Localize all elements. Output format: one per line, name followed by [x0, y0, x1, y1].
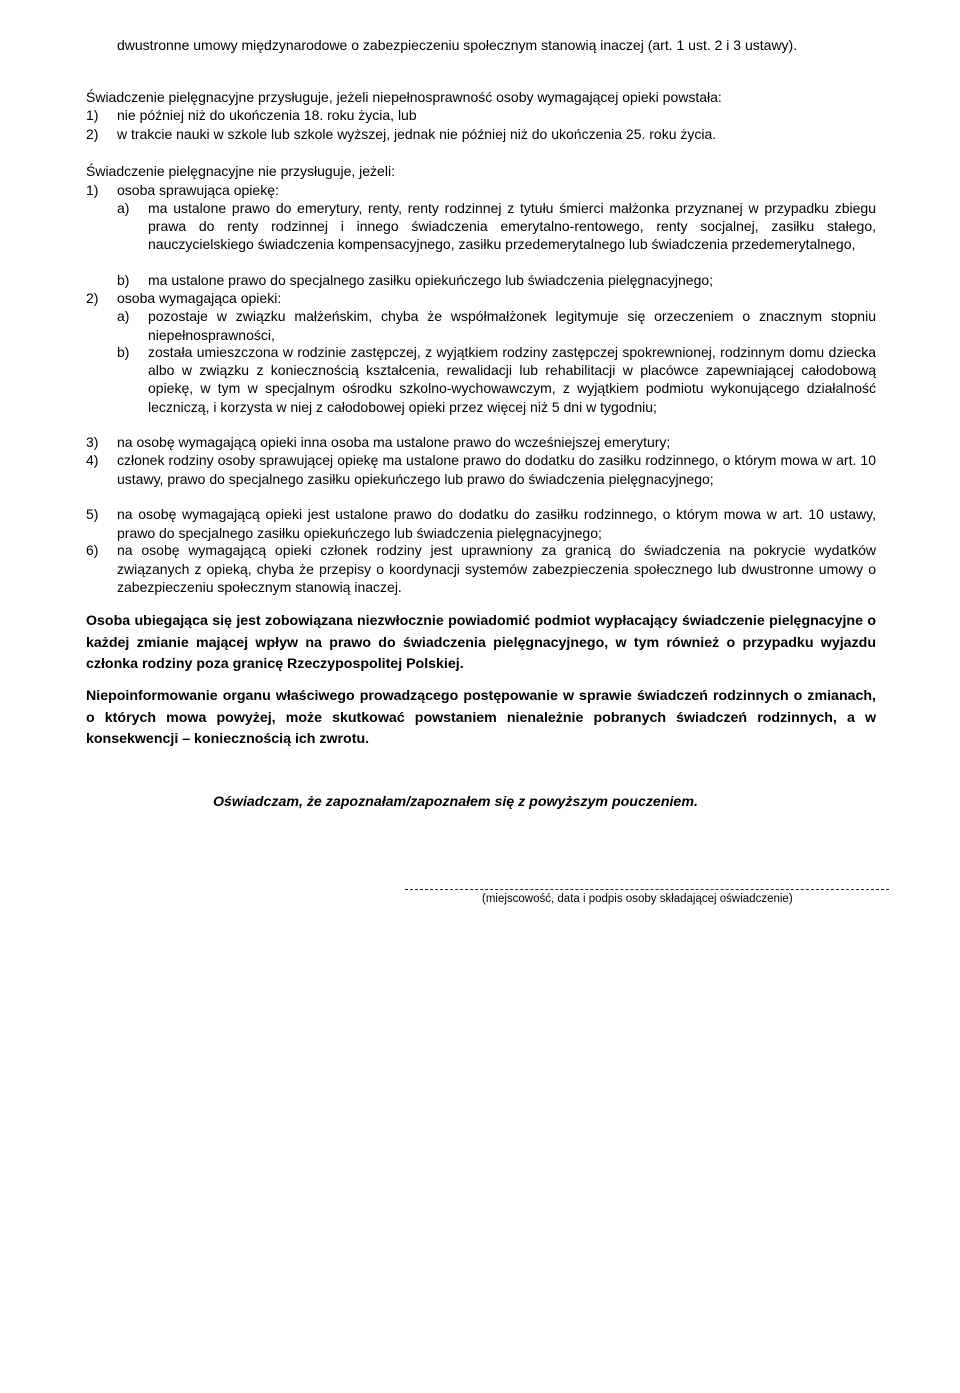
exclusion-subitem [117, 307, 876, 344]
eligibility-item [86, 125, 886, 144]
item-number: 1) [86, 182, 99, 198]
item-number: a) [117, 308, 130, 324]
item-text: ma ustalone prawo do emerytury, renty, renty rodzinnej z tytułu śmierci małżonka przyznanej w przypadku zbiegu prawa do renty rodzinnej i innego świadczenia emerytalno-rentowego, renty socjalnej, zasiłku stałego, nauczycielskiego świadczenia kompensacyjnego, zasiłku przedemerytalnego lub świadczenia przedemerytalnego, [148, 200, 876, 253]
item-number: 3) [86, 434, 99, 450]
item-text: została umieszczona w rodzinie zastępczej, z wyjątkiem rodziny zastępczej spokrewnionej, rodzinnym domu dziecka albo w związku z koniecznością kształcenia, rewalidacji lub rehabilitacji w placówce zapewniającej całodobową opiekę, w tym w specjalnym ośrodku szkolno-wychowawczym, z wyjątkiem podmiotu wykonującego działalność leczniczą, i korzysta w niej z całodobowej opieki przez więcej niż 5 dni w tygodniu; [148, 344, 876, 415]
item-text: ma ustalone prawo do specjalnego zasiłku opiekuńczego lub świadczenia pielęgnacyjnego; [148, 272, 714, 288]
exclusion-item [86, 451, 876, 488]
signature-caption: (miejscowość, data i podpis osoby składającej oświadczenie) [482, 893, 793, 905]
exclusions-lead: Świadczenie pielęgnacyjne nie przysługuje, jeżeli: [86, 163, 395, 179]
item-text: osoba sprawująca opiekę: [117, 182, 279, 198]
exclusion-subitem [117, 199, 876, 254]
notice-change-obligation: Osoba ubiegająca się jest zobowiązana niezwłocznie powiadomić podmiot wypłacający świadczenie pielęgnacyjne o każdej zmianie mającej wpływ na prawo do świadczenia pielęgnacyjnego, w tym również o przypadku wyjazdu członka rodziny poza granicę Rzeczypospolitej Polskiej. [86, 613, 876, 672]
eligibility-lead: Świadczenie pielęgnacyjne przysługuje, jeżeli niepełnosprawność osoby wymagającej opieki powstała: [86, 89, 722, 105]
item-number: b) [117, 344, 130, 360]
item-number: b) [117, 272, 130, 288]
exclusion-item [86, 181, 876, 200]
exclusion-item [86, 289, 876, 308]
item-text: na osobę wymagającą opieki jest ustalone prawo do dodatku do zasiłku rodzinnego, o którym mowa w art. 10 ustawy, prawo do specjalnego zasiłku opiekuńczego lub świadczenia pielęgnacyjnego; [117, 506, 876, 541]
item-number: 2) [86, 290, 99, 306]
intro-continuation: dwustronne umowy międzynarodowe o zabezpieczeniu społecznym stanowią inaczej (art. 1 ust. 2 i 3 ustawy). [117, 37, 798, 53]
item-text: na osobę wymagającą opieki członek rodziny jest uprawniony za granicą do świadczenia na pokrycie wydatków związanych z opieką, chyba że przepisy o koordynacji systemów zabezpieczenia społecznego lub dwustronne umowy o zabezpieczeniu społecznym stanowią inaczej. [117, 542, 876, 595]
item-text: nie później niż do ukończenia 18. roku życia, lub [117, 107, 417, 123]
item-text: na osobę wymagającą opieki inna osoba ma ustalone prawo do wcześniejszej emerytury; [117, 434, 671, 450]
declaration-statement: Oświadczam, że zapoznałam/zapoznałem się z powyższym pouczeniem. [213, 794, 698, 810]
exclusion-subitem [117, 343, 876, 416]
item-text: pozostaje w związku małżeńskim, chyba że współmałżonek legitymuje się orzeczeniem o znacznym stopniu niepełnosprawności, [148, 308, 876, 343]
item-text: osoba wymagająca opieki: [117, 290, 282, 306]
item-number: a) [117, 200, 130, 216]
notice-consequences: Niepoinformowanie organu właściwego prowadzącego postępowanie w sprawie świadczeń rodzinnych o zmianach, o których mowa powyżej, może skutkować powstaniem nienależnie pobranych świadczeń rodzinnych, a w konsekwencji – koniecznością ich zwrotu. [86, 688, 876, 747]
eligibility-item [86, 106, 886, 125]
exclusion-item [86, 541, 876, 597]
exclusion-item [86, 505, 876, 542]
item-number: 5) [86, 506, 99, 522]
item-text: członek rodziny osoby sprawującej opiekę ma ustalone prawo do dodatku do zasiłku rodzinnego, o którym mowa w art. 10 ustawy, prawo do specjalnego zasiłku opiekuńczego lub prawo do świadczenia pielęgnacyjnego; [117, 452, 876, 487]
item-number: 6) [86, 542, 99, 558]
item-number: 2) [86, 126, 99, 142]
signature-line [405, 889, 889, 890]
item-number: 1) [86, 107, 99, 123]
item-text: w trakcie nauki w szkole lub szkole wyższej, jednak nie później niż do ukończenia 25. roku życia. [117, 126, 717, 142]
exclusion-subitem [117, 271, 876, 290]
exclusion-item [86, 433, 876, 452]
item-number: 4) [86, 452, 99, 468]
